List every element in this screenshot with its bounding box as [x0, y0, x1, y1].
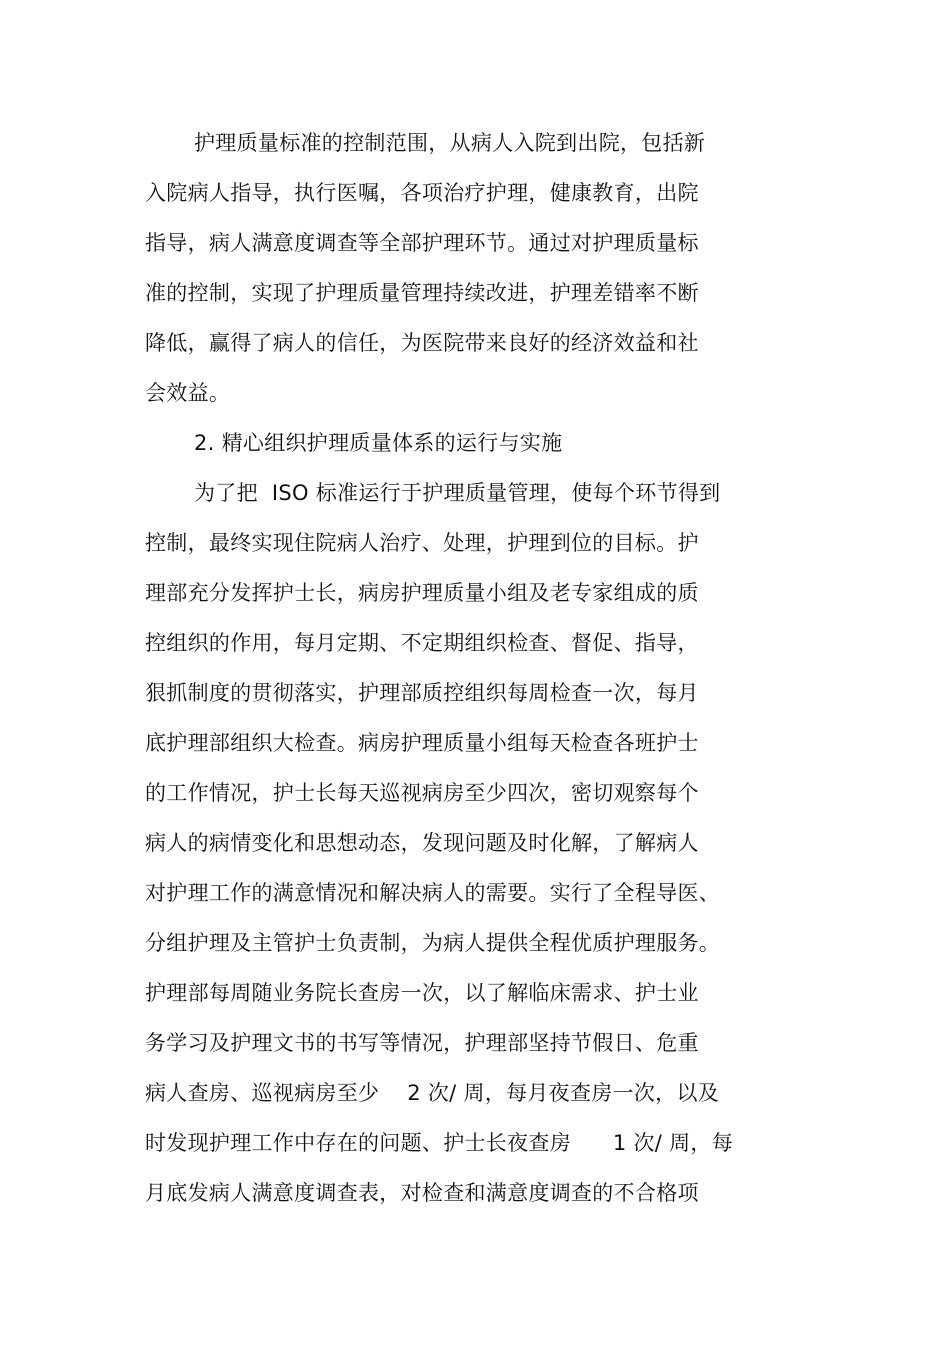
paragraph-line: 为了把 ISO 标准运行于护理质量管理，使每个环节得到	[194, 481, 721, 505]
paragraph-line: 控制，最终实现住院病人治疗、处理，护理到位的目标。护	[145, 531, 699, 555]
paragraph-line: 狠抓制度的贯彻落实，护理部质控组织每周检查一次，每月	[145, 681, 699, 705]
paragraph-line: 的工作情况，护士长每天巡视病房至少四次，密切观察每个	[145, 781, 699, 805]
paragraph-line: 务学习及护理文书的书写等情况，护理部坚持节假日、危重	[145, 1031, 699, 1055]
paragraph-line: 病人查房、巡视病房至少 2 次/ 周，每月夜查房一次，以及	[145, 1081, 720, 1105]
paragraph-line: 控组织的作用，每月定期、不定期组织检查、督促、指导，	[145, 631, 699, 655]
paragraph-line: 护理部每周随业务院长查房一次，以了解临床需求、护士业	[145, 981, 699, 1005]
paragraph-line: 护理质量标准的控制范围，从病人入院到出院，包括新	[194, 131, 706, 155]
paragraph-line: 准的控制，实现了护理质量管理持续改进，护理差错率不断	[145, 281, 699, 305]
paragraph-line: 入院病人指导，执行医嘱，各项治疗护理，健康教育，出院	[145, 181, 699, 205]
paragraph-line: 指导，病人满意度调查等全部护理环节。通过对护理质量标	[145, 231, 699, 255]
paragraph-line: 降低，赢得了病人的信任，为医院带来良好的经济效益和社	[145, 331, 699, 355]
paragraph-line: 理部充分发挥护士长，病房护理质量小组及老专家组成的质	[145, 581, 699, 605]
paragraph-line: 分组护理及主管护士负责制，为病人提供全程优质护理服务。	[145, 931, 721, 955]
paragraph-line: 底护理部组织大检查。病房护理质量小组每天检查各班护士	[145, 731, 699, 755]
paragraph-line: 对护理工作的满意情况和解决病人的需要。实行了全程导医、	[145, 881, 721, 905]
paragraph-line: 月底发病人满意度调查表，对检查和满意度调查的不合格项	[145, 1181, 699, 1205]
section-heading: 2. 精心组织护理质量体系的运行与实施	[194, 431, 563, 455]
paragraph-line: 时发现护理工作中存在的问题、护士长夜查房 1 次/ 周，每	[145, 1131, 734, 1155]
paragraph-line: 会效益。	[145, 381, 231, 405]
paragraph-line: 病人的病情变化和思想动态，发现问题及时化解，了解病人	[145, 831, 699, 855]
